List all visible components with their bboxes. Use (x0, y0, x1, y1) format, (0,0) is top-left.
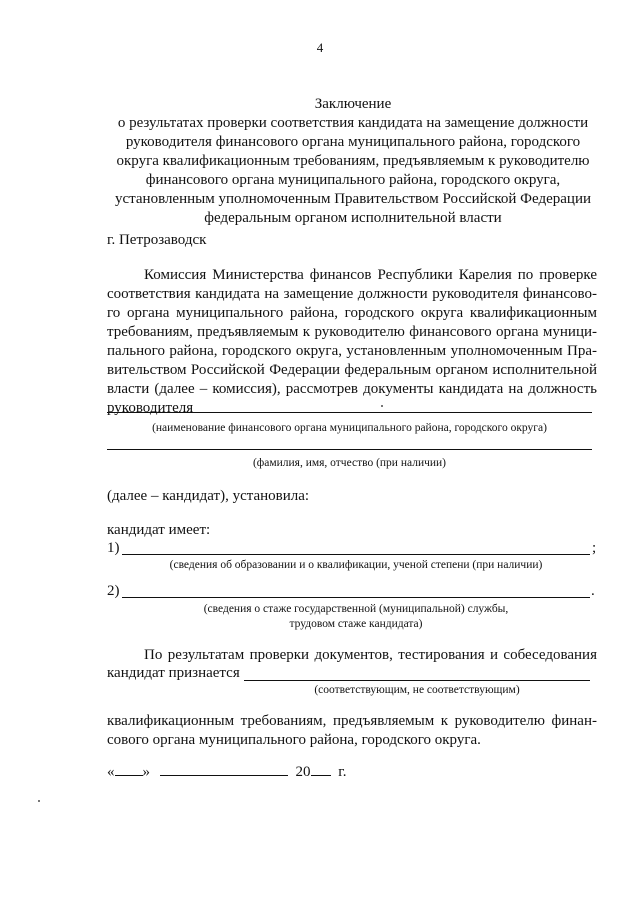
intro-paragraph: Комиссия Министерства финансов Республики Карелия по проверке соответствия кандидата на замещение должности руководителя финансово-го органа муниципального района, городского округа квалификационным требованиям, предъявляемым к руководителю финансового органа муници-пального района, городского округа, установленным уполномоченным Пра-вительством Российской Федерации федеральным органом исполнительной власти (далее – комиссия), рассмотрев документы кандидата на должность руководителя (107, 267, 597, 416)
city-name: г. Петрозаводск (107, 232, 207, 248)
title-line: округа квалификационным требованиям, предъявляемым к руководителю (116, 153, 590, 169)
title-line: финансового органа муниципального района, городского округа, (145, 172, 561, 188)
full-name-caption: (фамилия, имя, отчество (при наличии) (252, 457, 447, 469)
year-prefix: 20 (295, 764, 311, 780)
org-name-caption: (наименование финансового органа муниципального района, городского округа) (152, 422, 547, 434)
education-field-line[interactable] (122, 554, 590, 555)
year-field-line[interactable] (311, 763, 331, 776)
document-title (105, 95, 601, 228)
experience-field-line[interactable] (122, 597, 590, 598)
org-name-field-line[interactable] (107, 412, 592, 413)
title-line: федеральным органом исполнительной власти (204, 210, 502, 226)
scan-speckle (381, 405, 383, 407)
conformity-field-line[interactable] (244, 680, 590, 681)
results-line-1: По результатам проверки документов, тестирования и собеседования (144, 647, 597, 663)
page-number: 4 (316, 40, 324, 55)
date-open-quote: « (107, 764, 115, 780)
title-line: руководителя финансового органа муниципального района, городского (125, 134, 581, 150)
experience-caption-line-1: (сведения о стаже государственной (муниципальной) службы, (203, 603, 509, 615)
conformity-caption: (соответствующим, не соответствующим) (314, 684, 520, 696)
results-line-2: кандидат признается (107, 665, 240, 681)
month-field-line[interactable] (160, 763, 288, 776)
day-field-line[interactable] (115, 763, 143, 776)
full-name-field-line[interactable] (107, 449, 592, 450)
title-line: о результатах проверки соответствия кандидата на замещение должности (117, 115, 589, 131)
item-2-number: 2) (107, 583, 120, 599)
candidate-has-text: кандидат имеет: (107, 522, 211, 538)
established-text: (далее – кандидат), установила: (107, 488, 310, 504)
item-1-end: ; (592, 540, 597, 556)
date-close-quote: » (142, 764, 150, 780)
date-row (107, 763, 346, 781)
title-heading: Заключение (314, 96, 392, 112)
item-1-number: 1) (107, 540, 120, 556)
final-paragraph: квалификационным требованиям, предъявляемым к руководителю финан-сового органа муниципального района, городского округа. (107, 713, 597, 748)
year-suffix: г. (338, 764, 347, 780)
item-2-end: . (591, 583, 595, 599)
scan-speckle (38, 800, 40, 802)
experience-caption-line-2: трудовом стаже кандидата) (289, 618, 423, 630)
title-line: установленным уполномоченным Правительством Российской Федерации (114, 191, 592, 207)
education-caption: (сведения об образовании и о квалификации, ученой степени (при наличии) (169, 559, 543, 571)
